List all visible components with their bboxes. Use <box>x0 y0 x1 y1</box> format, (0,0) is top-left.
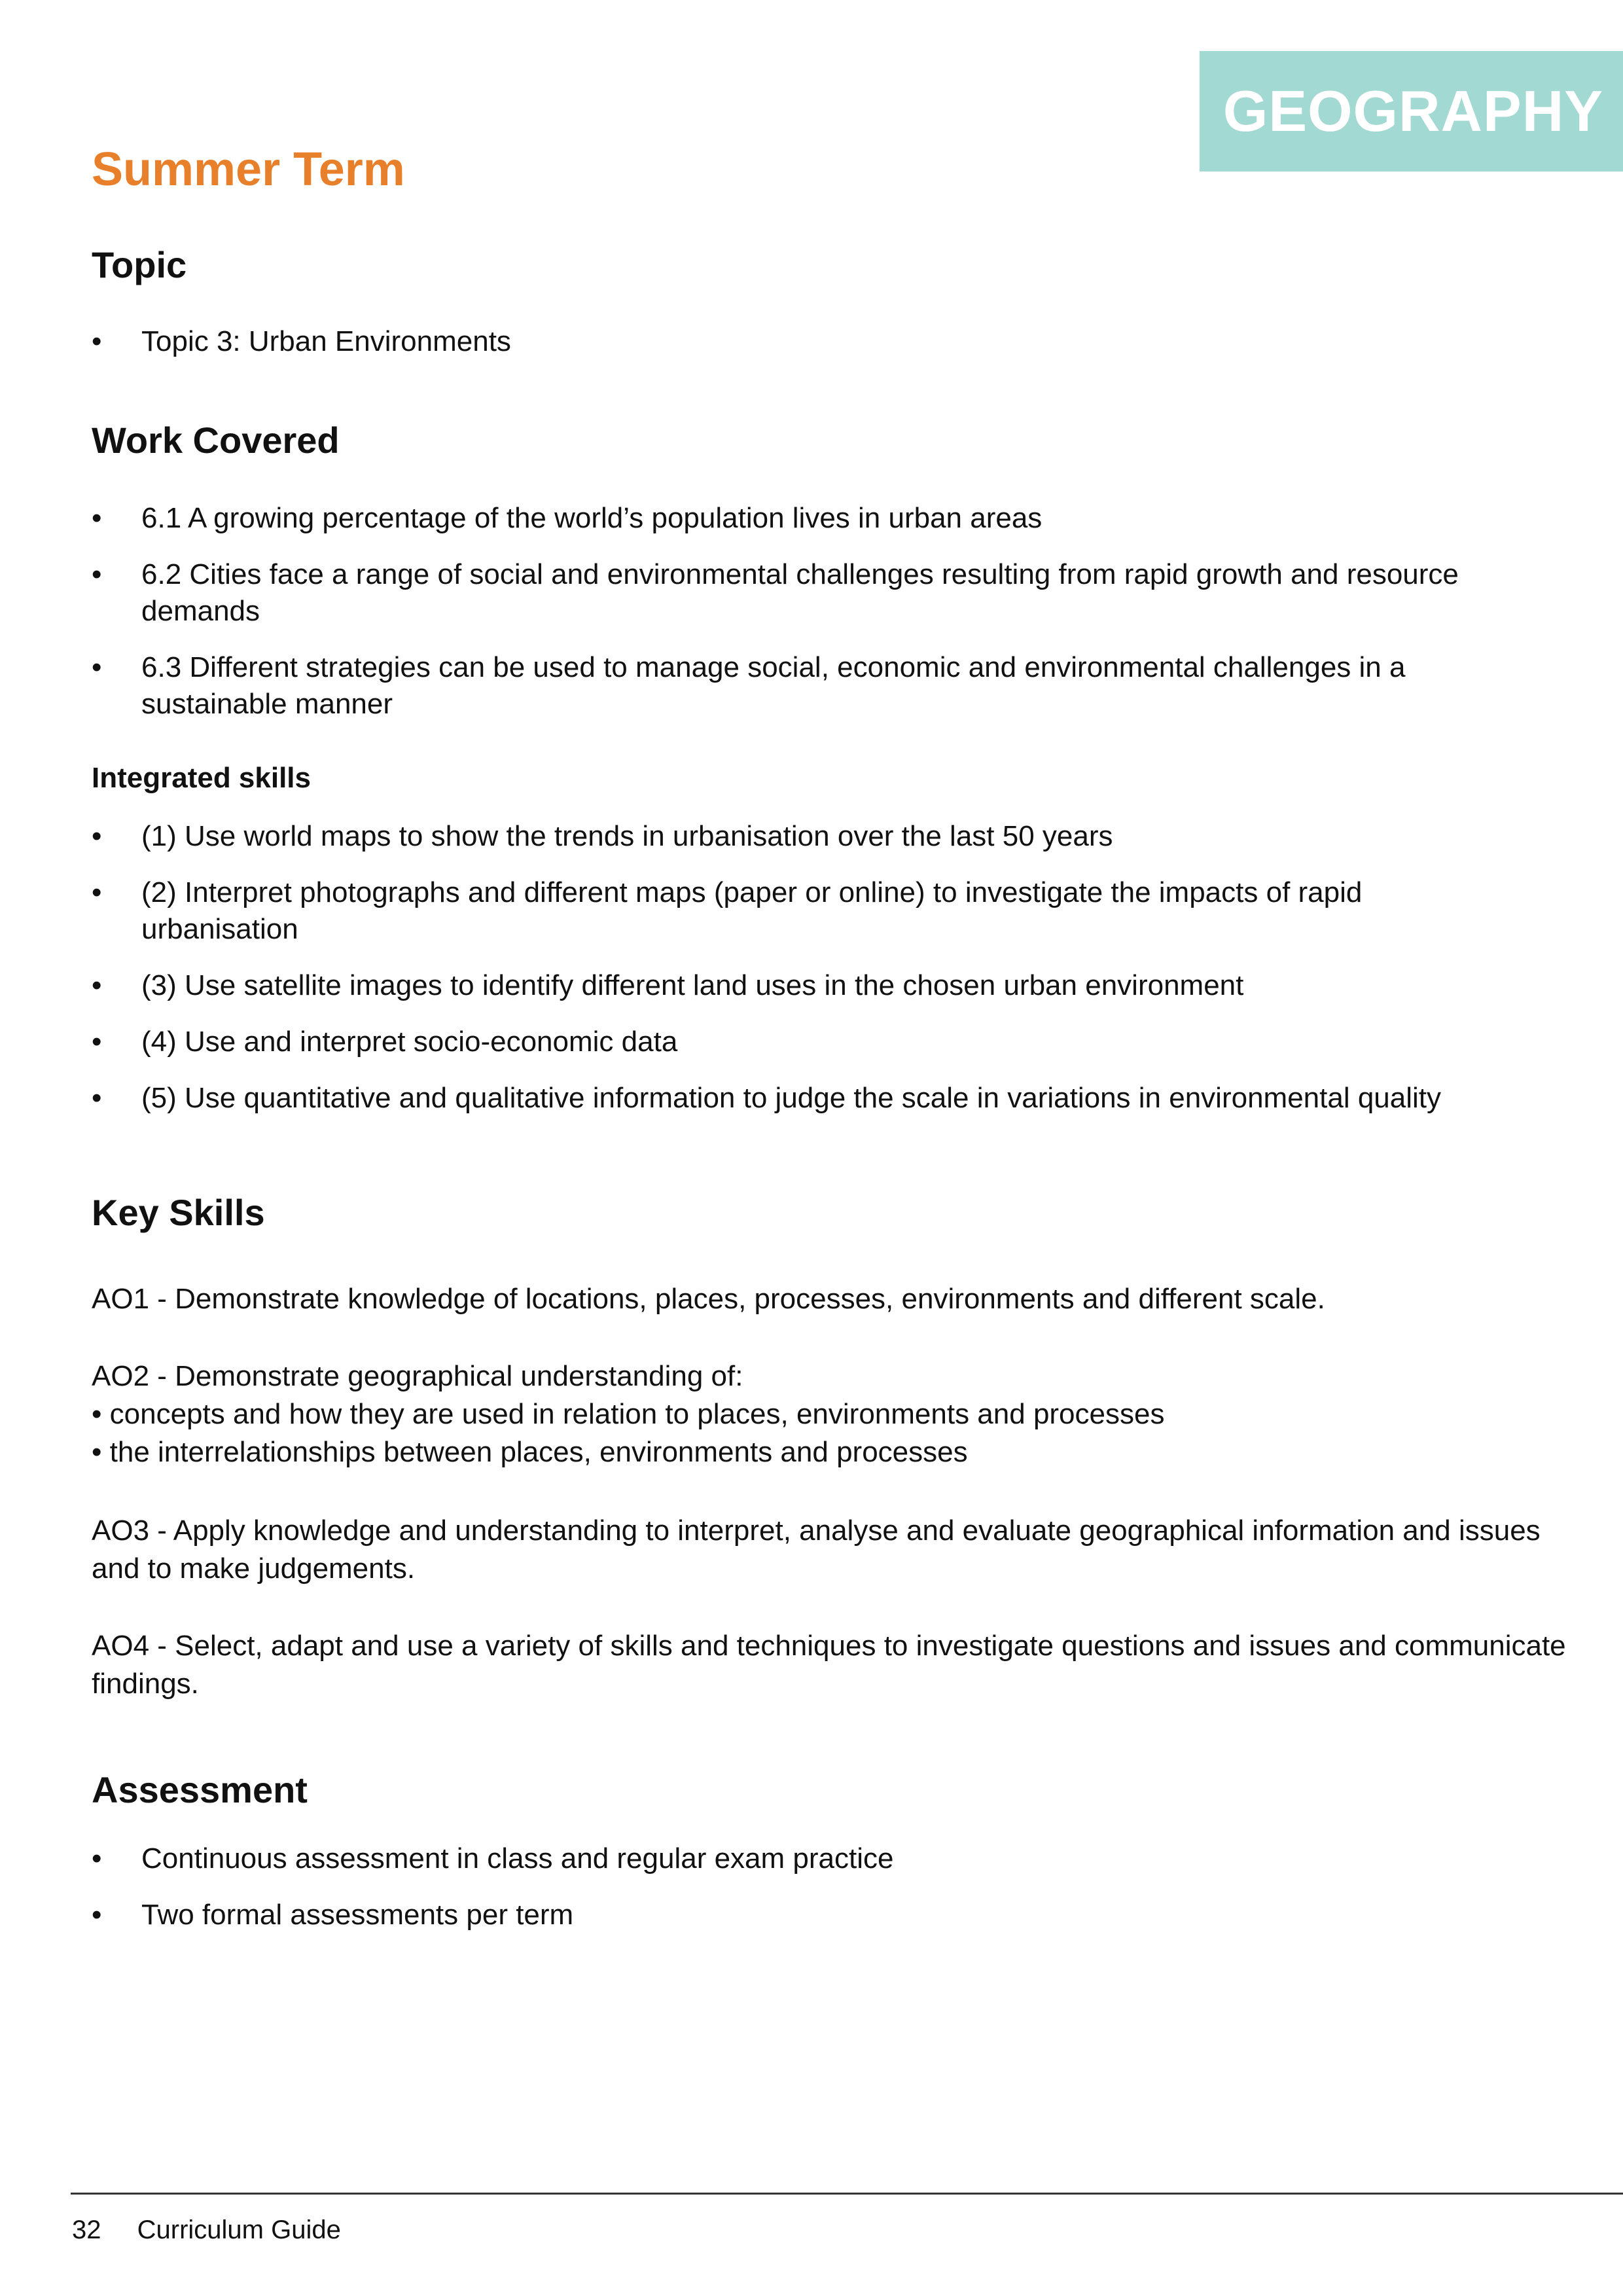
topic-heading: Topic <box>92 244 187 285</box>
bullet-icon: • <box>92 502 102 534</box>
bullet-icon: • <box>92 325 102 357</box>
ao4-text: AO4 - Select, adapt and use a variety of skills and techniques to investigate questions and issues and communicate findings. <box>92 1630 1566 1700</box>
bullet-icon: • <box>92 876 102 908</box>
bullet-icon: • <box>92 1899 102 1931</box>
list-item: • (3) Use satellite images to identify different land uses in the chosen urban environment <box>92 967 1505 1004</box>
term-title: Summer Term <box>92 143 405 196</box>
integrated-skills-list <box>92 818 1505 1136</box>
integrated-skills-heading: Integrated skills <box>92 762 312 794</box>
bullet-icon: • <box>92 558 102 590</box>
work-covered-list <box>92 500 1505 742</box>
subject-tab <box>1200 51 1623 171</box>
key-skills-heading: Key Skills <box>92 1192 265 1233</box>
list-item: • 6.1 A growing percentage of the world’s population lives in urban areas <box>92 500 1505 537</box>
ao2-text: AO2 - Demonstrate geographical understanding of: • concepts and how they are used in relation to places, environments and processes • the interrelationships between places, environments and processes <box>92 1357 1571 1471</box>
list-item: • 6.3 Different strategies can be used to manage social, economic and environmental challenges in a sustainable manner <box>92 649 1505 723</box>
list-item: • Continuous assessment in class and regular exam practice <box>92 1840 1505 1877</box>
bullet-icon: • <box>92 1026 102 1058</box>
list-item: • 6.2 Cities face a range of social and environmental challenges resulting from rapid growth and resource demands <box>92 556 1505 630</box>
bullet-icon: • <box>92 1842 102 1874</box>
bullet-icon: • <box>92 820 102 852</box>
list-item: • (2) Interpret photographs and different maps (paper or online) to investigate the impacts of rapid urbanisation <box>92 874 1505 948</box>
assessment-heading: Assessment <box>92 1769 308 1810</box>
footer <box>72 2215 370 2245</box>
ao3-text: AO3 - Apply knowledge and understanding to interpret, analyse and evaluate geographical information and issues and to make judgements. <box>92 1515 1541 1585</box>
ao1-text: AO1 - Demonstrate knowledge of locations, places, processes, environments and different scale. <box>92 1283 1325 1315</box>
assessment-list <box>92 1840 1505 1953</box>
bullet-icon: • <box>92 969 102 1001</box>
footer-title: Curriculum Guide <box>137 2215 341 2244</box>
list-item: • Topic 3: Urban Environments <box>92 323 1505 360</box>
topic-list <box>92 323 1505 380</box>
bullet-icon: • <box>92 1082 102 1114</box>
subject-tab-label: GEOGRAPHY <box>1222 79 1603 143</box>
list-item: • (4) Use and interpret socio-economic data <box>92 1024 1505 1060</box>
bullet-icon: • <box>92 651 102 683</box>
list-item: • Two formal assessments per term <box>92 1897 1505 1933</box>
ao2-point: • the interrelationships between places, environments and processes <box>92 1436 968 1468</box>
ao2-point: • concepts and how they are used in relation to places, environments and processes <box>92 1398 1165 1430</box>
page-number: 32 <box>72 2215 101 2244</box>
work-covered-heading: Work Covered <box>92 420 340 461</box>
list-item: • (1) Use world maps to show the trends in urbanisation over the last 50 years <box>92 818 1505 855</box>
footer-divider <box>71 2193 1623 2195</box>
list-item: • (5) Use quantitative and qualitative information to judge the scale in variations in environmental quality <box>92 1080 1505 1117</box>
